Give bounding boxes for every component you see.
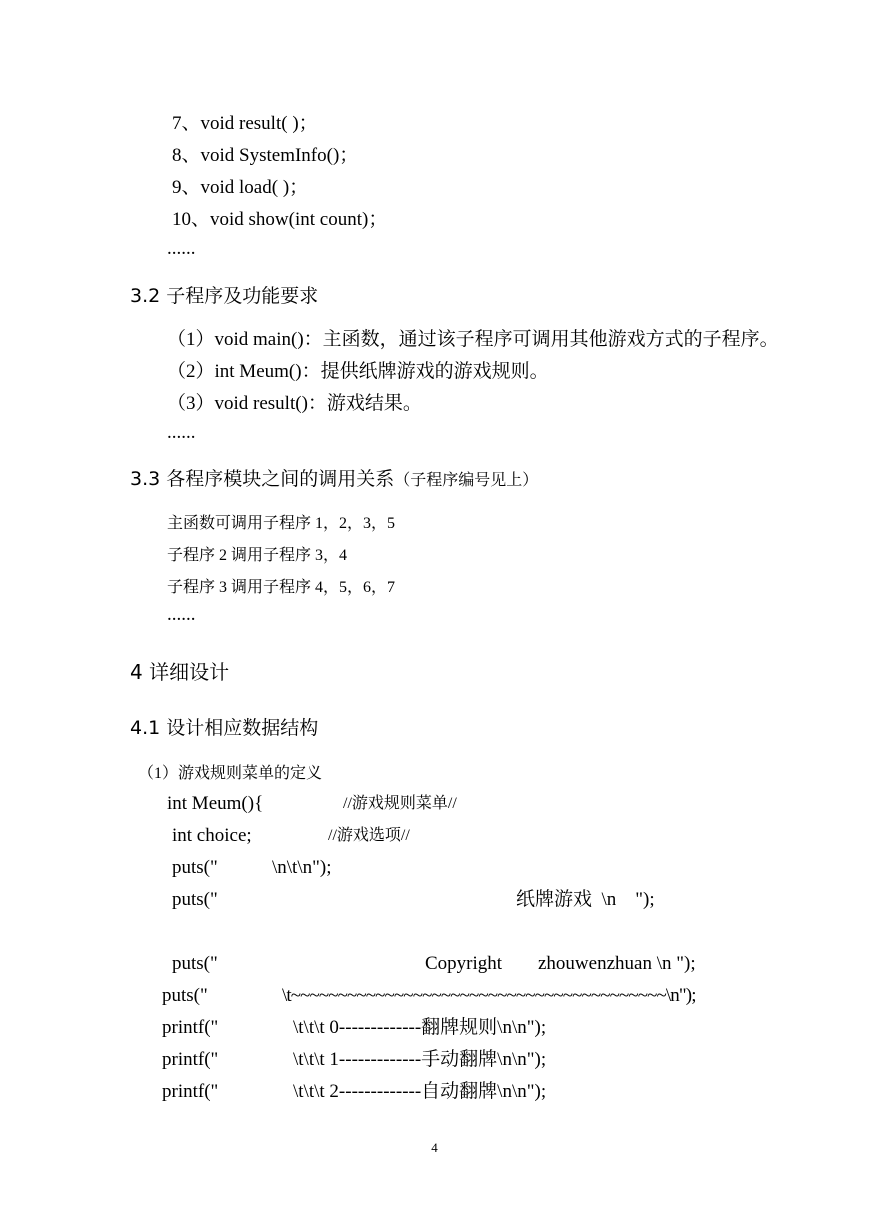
code-comment: //游戏选项// xyxy=(328,827,410,844)
ellipsis-2: ...... xyxy=(167,422,196,443)
section-3-2-title: 3.2 子程序及功能要求 xyxy=(130,285,319,307)
call-item-2: 子程序 2 调用子程序 3，4 xyxy=(167,547,348,564)
code-line-9 xyxy=(162,1080,547,1104)
ellipsis-3: ...... xyxy=(167,604,196,625)
code-line-3 xyxy=(172,856,332,880)
code-text: Copyright xyxy=(425,953,503,974)
code-line-4 xyxy=(172,888,655,912)
section-3-3-note: （子程序编号见上） xyxy=(394,472,539,489)
section-4-1-title: 4.1 设计相应数据结构 xyxy=(130,717,319,739)
code-text: puts(" xyxy=(172,953,218,974)
code-line-5 xyxy=(172,952,696,976)
sub-item-2: （2）int Meum()：提供纸牌游戏的游戏规则。 xyxy=(167,361,549,382)
call-item-1: 主函数可调用子程序 1，2，3，5 xyxy=(167,515,396,532)
func-item-8: 8、void SystemInfo()； xyxy=(172,145,359,166)
code-line-1 xyxy=(167,792,457,816)
sub-item-3: （3）void result()：游戏结果。 xyxy=(167,393,422,414)
code-text: 纸牌游戏 \n "); xyxy=(516,889,655,910)
code-text: puts(" xyxy=(172,857,218,878)
code-text: \t~~~~~~~~~~~~~~~~~~~~~~~~~~~~~~~~~~~~~~~~\n"); xyxy=(282,985,696,1006)
code-text: int Meum(){ xyxy=(167,793,264,814)
code-text: printf(" xyxy=(162,1017,219,1038)
ellipsis-1: ...... xyxy=(167,238,196,259)
code-text: puts(" xyxy=(172,889,218,910)
code-text: printf(" xyxy=(162,1049,219,1070)
code-text: \t\t\t 1-------------手动翻牌\n\n"); xyxy=(293,1049,547,1070)
func-item-7: 7、void result( )； xyxy=(172,113,318,134)
code-comment: //游戏规则菜单// xyxy=(343,795,457,812)
code-text: \t\t\t 2-------------自动翻牌\n\n"); xyxy=(293,1081,547,1102)
code-text: int choice; xyxy=(172,825,252,846)
section-3-3-heading xyxy=(130,467,538,493)
call-item-3: 子程序 3 调用子程序 4，5，6，7 xyxy=(167,579,396,596)
func-item-9: 9、void load( )； xyxy=(172,177,309,198)
code-text: puts(" xyxy=(162,985,208,1006)
page-number: 4 xyxy=(431,1140,438,1155)
code-text: zhouwenzhuan \n "); xyxy=(538,953,696,974)
code-line-2 xyxy=(172,824,410,848)
section-3-3-title: 3.3 各程序模块之间的调用关系 xyxy=(130,468,395,490)
menu-definition-label: （1）游戏规则菜单的定义 xyxy=(138,765,323,782)
sub-item-1: （1）void main()：主函数，通过该子程序可调用其他游戏方式的子程序。 xyxy=(167,329,779,350)
code-text: printf(" xyxy=(162,1081,219,1102)
code-line-6 xyxy=(162,984,696,1008)
code-line-8 xyxy=(162,1048,547,1072)
section-4-title: 4 详细设计 xyxy=(130,660,230,684)
code-text: \t\t\t 0-------------翻牌规则\n\n"); xyxy=(293,1017,547,1038)
code-line-7 xyxy=(162,1016,547,1040)
func-item-10: 10、void show(int count)； xyxy=(172,209,388,230)
code-text: \n\t\n"); xyxy=(272,857,332,878)
